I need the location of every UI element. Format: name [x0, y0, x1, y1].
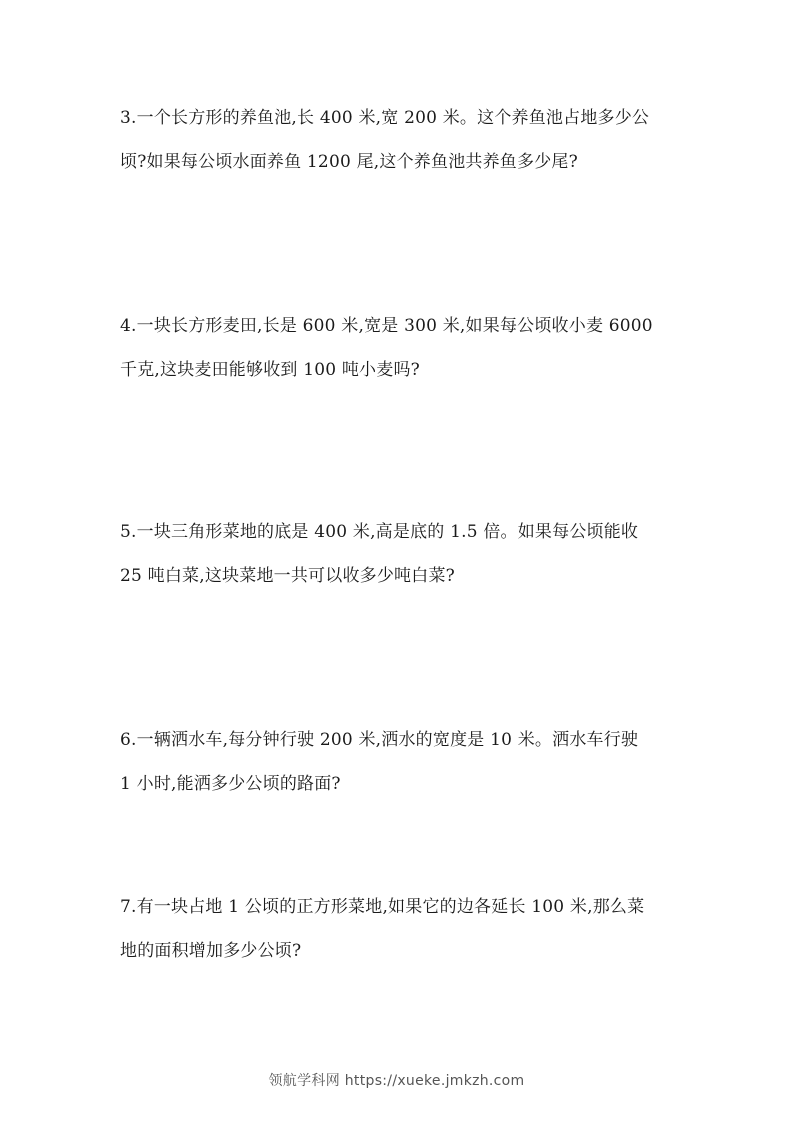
problem-5-line-2: 25 吨白菜,这块菜地一共可以收多少吨白菜? [120, 566, 455, 586]
footer-source: 领航学科网 https://xueke.jmkzh.com [268, 1073, 525, 1089]
problem-4-line-2: 千克,这块麦田能够收到 100 吨小麦吗? [120, 360, 420, 380]
problem-4 [120, 304, 680, 392]
problem-3-line-2: 顷?如果每公顷水面养鱼 1200 尾,这个养鱼池共养鱼多少尾? [120, 152, 578, 172]
problem-6-line-1: 6.一辆洒水车,每分钟行驶 200 米,洒水的宽度是 10 米。洒水车行驶 [120, 730, 639, 750]
problem-3-line-1: 3.一个长方形的养鱼池,长 400 米,宽 200 米。这个养鱼池占地多少公 [120, 108, 650, 128]
problem-7-line-2: 地的面积增加多少公顷? [120, 941, 302, 961]
problem-7-line-1: 7.有一块占地 1 公顷的正方形菜地,如果它的边各延长 100 米,那么菜 [120, 897, 645, 917]
problem-5 [120, 510, 680, 598]
problem-6 [120, 718, 680, 806]
problem-3 [120, 96, 680, 184]
problem-6-line-2: 1 小时,能洒多少公顷的路面? [120, 774, 341, 794]
problem-4-line-1: 4.一块长方形麦田,长是 600 米,宽是 300 米,如果每公顷收小麦 6000 [120, 316, 653, 336]
problem-5-line-1: 5.一块三角形菜地的底是 400 米,高是底的 1.5 倍。如果每公顷能收 [120, 522, 639, 542]
problem-7 [120, 885, 680, 973]
